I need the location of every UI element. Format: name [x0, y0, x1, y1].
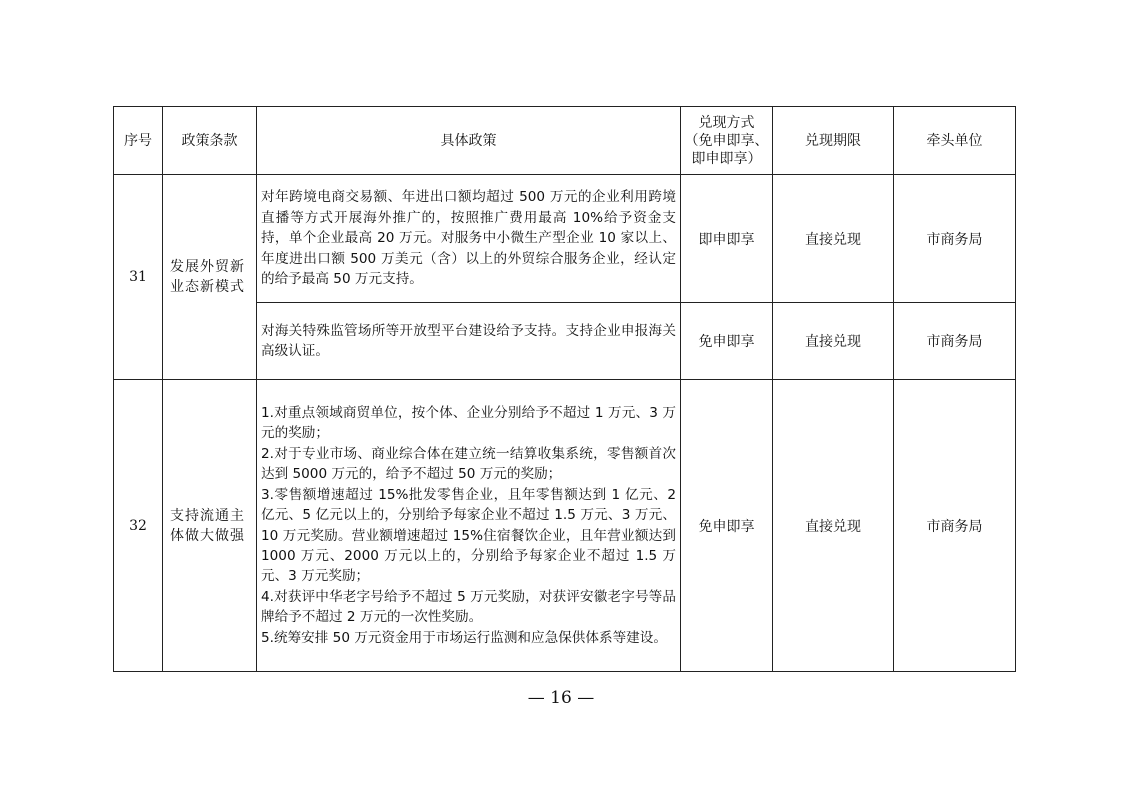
table-row	[114, 380, 1016, 672]
header-period: 兑现期限	[773, 107, 894, 175]
row-period: 直接兑现	[773, 303, 894, 380]
header-seq: 序号	[114, 107, 163, 175]
header-method-line2: （免申即享、	[684, 132, 769, 149]
detail-item: 1.对重点领域商贸单位，按个体、企业分别给予不超过 1 万元、3 万元的奖励；	[261, 405, 676, 442]
row-clause: 发展外贸新业态新模式	[163, 175, 257, 380]
row-seq: 32	[114, 380, 163, 672]
table-header-row	[114, 107, 1016, 175]
row-detail	[257, 380, 681, 672]
policy-table	[113, 106, 1016, 672]
detail-item: 3.零售额增速超过 15%批发零售企业，且年零售额达到 1 亿元、2 亿元、5 亿元以上的，分别给予每家企业不超过 1.5 万元、3 万元、10 万元奖励。营业额增速超过 15%住宿餐饮企业，且年营业额达到 1000 万元、2000 万元以上的，分别给予每家企业不超过 1.5 万元、3 万元奖励；	[261, 486, 676, 585]
page-number: — 16 —	[527, 688, 595, 708]
row-period: 直接兑现	[773, 380, 894, 672]
row-lead: 市商务局	[894, 303, 1016, 380]
row-seq: 31	[114, 175, 163, 380]
row-method: 即申即享	[681, 175, 773, 303]
header-method	[681, 107, 773, 175]
row-period: 直接兑现	[773, 175, 894, 303]
detail-item: 4.对获评中华老字号给予不超过 5 万元奖励，对获评安徽老字号等品牌给予不超过 2 万元的一次性奖励。	[261, 588, 676, 626]
row-detail: 对年跨境电商交易额、年进出口额均超过 500 万元的企业利用跨境直播等方式开展海外推广的，按照推广费用最高 10%给予资金支持，单个企业最高 20 万元。对服务中小微生产型企业 10 家以上、年度进出口额 500 万美元（含）以上的外贸综合服务企业，经认定的给予最高 50 万元支持。	[257, 175, 681, 303]
header-method-line3: 即申即享）	[691, 150, 762, 167]
detail-item: 5.统筹安排 50 万元资金用于市场运行监测和应急保供体系等建设。	[261, 629, 667, 646]
header-clause: 政策条款	[163, 107, 257, 175]
row-method: 免申即享	[681, 380, 773, 672]
row-lead: 市商务局	[894, 380, 1016, 672]
table-row	[114, 175, 1016, 303]
row-lead: 市商务局	[894, 175, 1016, 303]
header-lead: 牵头单位	[894, 107, 1016, 175]
row-clause: 支持流通主体做大做强	[163, 380, 257, 672]
row-method: 免申即享	[681, 303, 773, 380]
header-detail: 具体政策	[257, 107, 681, 175]
row-detail: 对海关特殊监管场所等开放型平台建设给予支持。支持企业申报海关高级认证。	[257, 303, 681, 380]
header-method-line1: 兑现方式	[698, 114, 755, 131]
detail-item: 2.对于专业市场、商业综合体在建立统一结算收集系统，零售额首次达到 5000 万元的，给予不超过 50 万元的奖励；	[261, 445, 676, 483]
